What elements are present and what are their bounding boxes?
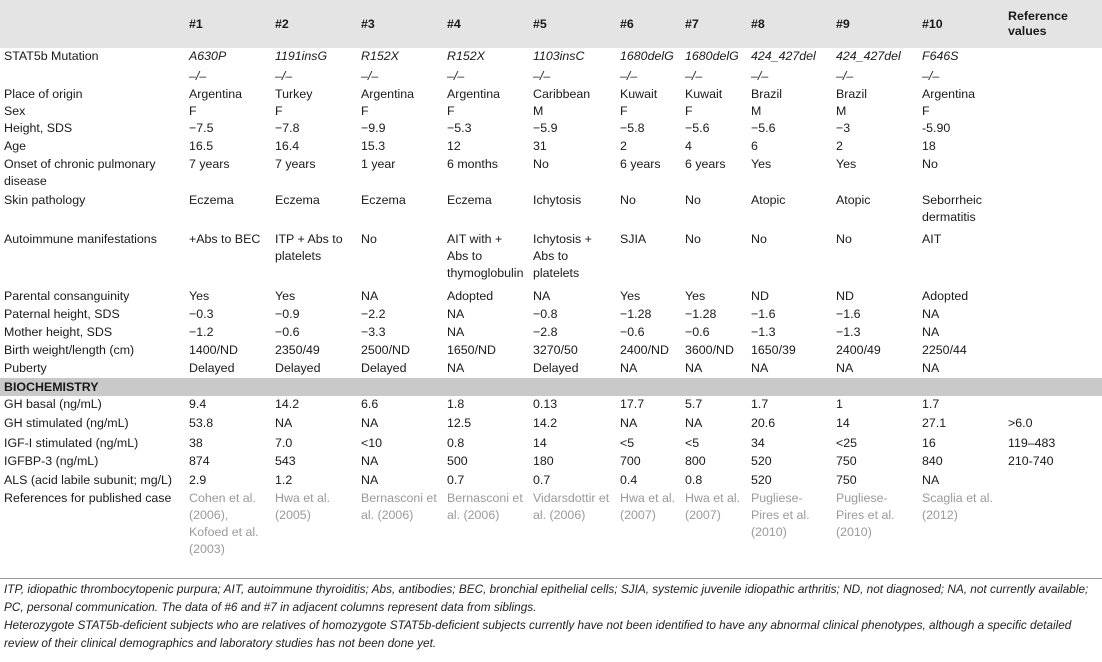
table-cell: 9.4	[189, 397, 207, 411]
table-cell: 6	[751, 139, 758, 153]
reference-cell	[1004, 68, 1102, 86]
row-label: Parental consanguinity	[4, 289, 130, 303]
table-row-origin	[0, 86, 1102, 103]
footnote-heterozygote: Heterozygote STAT5b-deficient subjects who are relatives of homozygote STAT5b-deficient subjects currently have not been identified to have any abnormal clinical phenotypes, although a specific detailed review of their clinical demographics and laboratory studies has not been done yet.	[4, 618, 1072, 650]
table-cell: F	[620, 104, 628, 118]
table-cell: −2.8	[533, 325, 558, 339]
header-patient-2: #2	[275, 16, 289, 31]
table-cell: Yes	[685, 289, 706, 303]
table-row-gh_stim	[0, 415, 1102, 435]
table-cell: Argentina	[361, 87, 415, 101]
table-cell: 16.5	[189, 139, 214, 153]
row-label: GH basal (ng/mL)	[4, 397, 102, 411]
table-cell: 1191insG	[275, 49, 328, 63]
table-cell: 0.7	[447, 473, 465, 487]
table-cell: −0.6	[685, 325, 710, 339]
reference-cell	[1004, 48, 1102, 68]
table-cell: +Abs to BEC	[189, 232, 261, 246]
table-cell: Atopic	[836, 193, 871, 207]
table-cell: Yes	[189, 289, 210, 303]
table-cell: −7.8	[275, 121, 300, 135]
table-cell: NA	[922, 325, 940, 339]
table-cell: Pugliese-Pires et al. (2010)	[836, 491, 895, 539]
table-cell: Adopted	[447, 289, 494, 303]
table-cell: 3600/ND	[685, 343, 734, 357]
table-cell: −1.28	[620, 307, 652, 321]
table-row-paternal	[0, 306, 1102, 324]
table-cell: −5.6	[685, 121, 710, 135]
table-cell: Argentina	[922, 87, 976, 101]
table-cell: F	[275, 104, 283, 118]
table-cell: 17.7	[620, 397, 645, 411]
table-cell: No	[620, 193, 636, 207]
row-label: GH stimulated (ng/mL)	[4, 416, 129, 430]
table-cell: 15.3	[361, 139, 386, 153]
table-cell: NA	[685, 361, 703, 375]
table-cell: 2500/ND	[361, 343, 410, 357]
table-row-pulmonary	[0, 156, 1102, 192]
table-cell: -5.90	[922, 121, 951, 135]
header-patient-8: #8	[751, 16, 765, 31]
table-cell: 4	[685, 139, 692, 153]
table-cell: –/–	[361, 69, 379, 83]
table-cell: 14	[533, 436, 547, 450]
row-label: Place of origin	[4, 87, 83, 101]
reference-cell: >6.0	[1008, 416, 1033, 430]
table-cell: <25	[836, 436, 858, 450]
table-cell: No	[922, 157, 938, 171]
table-cell: Eczema	[189, 193, 234, 207]
table-cell: −0.8	[533, 307, 558, 321]
table-cell: −1.3	[751, 325, 776, 339]
reference-cell	[1004, 192, 1102, 231]
table-cell: Ichytosis	[533, 193, 582, 207]
table-cell: 12.5	[447, 416, 472, 430]
table-cell: −5.3	[447, 121, 472, 135]
table-cell: <5	[620, 436, 635, 450]
reference-cell	[1004, 120, 1102, 138]
table-cell: No	[361, 232, 377, 246]
table-cell: NA	[447, 361, 465, 375]
table-cell: 2400/49	[836, 343, 881, 357]
table-cell: 7 years	[275, 157, 316, 171]
table-cell: –/–	[751, 69, 769, 83]
table-cell: 14.2	[533, 416, 558, 430]
table-cell: 1680delG	[620, 49, 674, 63]
table-cell: 20.6	[751, 416, 776, 430]
table-cell: ND	[836, 289, 854, 303]
table-cell: 6.6	[361, 397, 379, 411]
table-cell: 14	[836, 416, 850, 430]
table-row-height	[0, 120, 1102, 138]
table-cell: Eczema	[275, 193, 320, 207]
table-cell: −0.6	[620, 325, 645, 339]
table-cell: Bernasconi et al. (2006)	[361, 491, 437, 522]
table-cell: 1	[836, 397, 843, 411]
table-cell: F	[447, 104, 455, 118]
table-cell: 31	[533, 139, 547, 153]
table-cell: F	[922, 104, 930, 118]
table-cell: Adopted	[922, 289, 969, 303]
header-patient-9: #9	[836, 16, 850, 31]
table-cell: 2250/44	[922, 343, 967, 357]
table-cell: 874	[189, 454, 210, 468]
table-cell: 14.2	[275, 397, 300, 411]
table-cell: Vidarsdottir et al. (2006)	[533, 491, 610, 522]
table-cell: 3270/50	[533, 343, 578, 357]
table-cell: 1650/ND	[447, 343, 496, 357]
table-cell: 53.8	[189, 416, 214, 430]
table-cell: Delayed	[361, 361, 407, 375]
table-cell: Delayed	[533, 361, 579, 375]
header-blank	[0, 0, 185, 48]
table-cell: −1.6	[836, 307, 861, 321]
table-cell: M	[836, 104, 847, 118]
table-cell: −5.8	[620, 121, 645, 135]
table-cell: 2	[620, 139, 627, 153]
table-cell: 424_427del	[836, 49, 901, 63]
table-cell: ND	[751, 289, 769, 303]
row-label: Puberty	[4, 361, 47, 375]
table-cell: Pugliese-Pires et al. (2010)	[751, 491, 810, 539]
table-cell: Yes	[836, 157, 857, 171]
table-row-skin	[0, 192, 1102, 231]
reference-cell: 119–483	[1008, 436, 1056, 450]
table-cell: 34	[751, 436, 765, 450]
table-cell: 0.4	[620, 473, 638, 487]
table-cell: NA	[533, 289, 551, 303]
table-cell: 12	[447, 139, 461, 153]
header-patient-4: #4	[447, 16, 461, 31]
table-cell: −1.6	[751, 307, 776, 321]
table-cell: 1400/ND	[189, 343, 238, 357]
table-cell: NA	[361, 454, 379, 468]
table-row-als	[0, 472, 1102, 490]
table-cell: 2.9	[189, 473, 207, 487]
table-cell: Turkey	[275, 87, 313, 101]
table-cell: AIT with + Abs to thymoglobulin	[447, 232, 524, 280]
header-patient-10: #10	[922, 16, 943, 31]
table-cell: No	[685, 232, 701, 246]
table-cell: R152X	[447, 49, 485, 63]
row-label: Onset of chronic pulmonary disease	[4, 157, 156, 188]
table-cell: 180	[533, 454, 554, 468]
header-reference-values: Reference values	[1008, 9, 1068, 38]
table-cell: –/–	[685, 69, 703, 83]
table-cell: 6 years	[620, 157, 661, 171]
table-cell: 500	[447, 454, 468, 468]
table-cell: −5.6	[751, 121, 776, 135]
row-label: STAT5b Mutation	[4, 49, 99, 63]
table-cell: 750	[836, 473, 857, 487]
table-cell: SJIA	[620, 232, 647, 246]
table-cell: −0.9	[275, 307, 300, 321]
header-patient-5: #5	[533, 16, 547, 31]
table-cell: 5.7	[685, 397, 703, 411]
table-cell: 800	[685, 454, 706, 468]
row-label: Age	[4, 139, 27, 153]
table-cell: –/–	[533, 69, 551, 83]
table-cell: R152X	[361, 49, 399, 63]
table-cell: −1.28	[685, 307, 717, 321]
reference-cell	[1004, 288, 1102, 306]
row-label: Sex	[4, 104, 26, 118]
header-patient-6: #6	[620, 16, 634, 31]
table-cell: Yes	[275, 289, 296, 303]
table-cell: 18	[922, 139, 936, 153]
table-cell: Argentina	[189, 87, 243, 101]
table-cell: No	[685, 193, 701, 207]
table-cell: F	[189, 104, 197, 118]
table-cell: 6 months	[447, 157, 498, 171]
table-row-igfbp	[0, 453, 1102, 472]
reference-cell	[1004, 231, 1102, 288]
row-label: ALS (acid labile subunit; mg/L)	[4, 473, 173, 487]
table-cell: 2	[836, 139, 843, 153]
table-cell: F	[685, 104, 693, 118]
table-cell: –/–	[447, 69, 465, 83]
table-cell: Seborrheic dermatitis	[922, 193, 982, 224]
table-cell: Cohen et al. (2006), Kofoed et al. (2003)	[189, 491, 259, 556]
table-row-gh_basal	[0, 396, 1102, 415]
table-cell: NA	[275, 416, 293, 430]
table-cell: 2350/49	[275, 343, 320, 357]
section-label: BIOCHEMISTRY	[4, 380, 99, 394]
table-cell: 700	[620, 454, 641, 468]
table-cell: F646S	[922, 49, 959, 63]
table-cell: −3	[836, 121, 851, 135]
table-row-puberty	[0, 360, 1102, 378]
reference-cell	[1004, 360, 1102, 378]
table-row-mutation	[0, 48, 1102, 68]
table-row-age	[0, 138, 1102, 156]
table-cell: 0.7	[533, 473, 551, 487]
table-cell: No	[751, 232, 767, 246]
table-cell: Hwa et al. (2007)	[685, 491, 741, 522]
table-cell: Yes	[751, 157, 772, 171]
table-cell: <5	[685, 436, 700, 450]
table-cell: 1103insC	[533, 49, 585, 63]
table-cell: Scaglia et al. (2012)	[922, 491, 993, 522]
table-cell: 543	[275, 454, 296, 468]
row-label: Birth weight/length (cm)	[4, 343, 135, 357]
table-cell: 16	[922, 436, 936, 450]
table-cell: NA	[751, 361, 769, 375]
row-label: Mother height, SDS	[4, 325, 113, 339]
table-cell: NA	[685, 416, 703, 430]
table-cell: −3.3	[361, 325, 386, 339]
table-cell: M	[533, 104, 544, 118]
table-cell: 0.8	[447, 436, 465, 450]
table-cell: −1.3	[836, 325, 861, 339]
table-cell: 6 years	[685, 157, 726, 171]
table-cell: NA	[447, 325, 465, 339]
row-label: IGF-I stimulated (ng/mL)	[4, 436, 139, 450]
reference-cell	[1004, 472, 1102, 490]
table-cell: –/–	[275, 69, 293, 83]
table-cell: Kuwait	[685, 87, 723, 101]
table-row-autoimmune	[0, 231, 1102, 288]
table-cell: 1650/39	[751, 343, 796, 357]
table-cell: Delayed	[275, 361, 321, 375]
table-row-birth	[0, 342, 1102, 360]
table-cell: 27.1	[922, 416, 947, 430]
table-cell: NA	[447, 307, 465, 321]
reference-cell	[1004, 490, 1102, 558]
table-cell: Bernasconi et al. (2006)	[447, 491, 523, 522]
table-cell: 520	[751, 473, 772, 487]
table-cell: −7.5	[189, 121, 214, 135]
table-row-mother	[0, 324, 1102, 342]
header-patient-3: #3	[361, 16, 375, 31]
reference-cell	[1004, 156, 1102, 192]
reference-cell	[1004, 342, 1102, 360]
table-cell: –/–	[620, 69, 638, 83]
table-cell: Yes	[620, 289, 641, 303]
row-label: Paternal height, SDS	[4, 307, 120, 321]
footnotes	[4, 580, 1098, 652]
table-cell: Ichytosis + Abs to platelets	[533, 232, 592, 280]
reference-cell	[1004, 86, 1102, 103]
table-cell: 7 years	[189, 157, 230, 171]
table-cell: NA	[922, 307, 940, 321]
table-cell: Hwa et al. (2007)	[620, 491, 676, 522]
table-cell: Brazil	[836, 87, 867, 101]
table-cell: 2400/ND	[620, 343, 669, 357]
section-row-biochemistry	[0, 378, 1102, 396]
table-cell: Eczema	[361, 193, 406, 207]
table-cell: 1.7	[922, 397, 940, 411]
table-cell: 0.13	[533, 397, 558, 411]
footnote-abbreviations: ITP, idiopathic thrombocytopenic purpura; AIT, autoimmune thyroiditis; Abs, antibodies; BEC, bronchial epithelial cells; SJIA, systemic juvenile idiopathic arthritis; ND, not diagnosed; NA, not currently available; PC, personal communication. The data of #6 and #7 in adjacent columns represent data from siblings.	[4, 582, 1089, 614]
table-cell: 1.2	[275, 473, 293, 487]
table-cell: −2.2	[361, 307, 386, 321]
row-label: References for published case	[4, 491, 172, 505]
table-row-consanguinity	[0, 288, 1102, 306]
table-cell: Atopic	[751, 193, 786, 207]
reference-cell	[1004, 396, 1102, 415]
table-cell: 1.8	[447, 397, 465, 411]
table-cell: −0.6	[275, 325, 300, 339]
table-cell: 840	[922, 454, 943, 468]
header-patient-7: #7	[685, 16, 699, 31]
table-cell: ITP + Abs to platelets	[275, 232, 343, 263]
table-cell: No	[836, 232, 852, 246]
table-cell: Delayed	[189, 361, 235, 375]
table-cell: –/–	[189, 69, 207, 83]
table-cell: AIT	[922, 232, 942, 246]
row-label: Height, SDS	[4, 121, 73, 135]
table-cell: 1 year	[361, 157, 396, 171]
row-label	[0, 68, 185, 86]
table-cell: Brazil	[751, 87, 782, 101]
table-cell: NA	[836, 361, 854, 375]
table-row-sex	[0, 103, 1102, 120]
table-cell: −9.9	[361, 121, 386, 135]
table-cell: <10	[361, 436, 383, 450]
bottom-rule	[0, 578, 1102, 579]
table-cell: NA	[620, 361, 638, 375]
table-row-igf	[0, 435, 1102, 453]
reference-cell	[1004, 138, 1102, 156]
table-row-genotype	[0, 68, 1102, 86]
table-cell: 0.8	[685, 473, 703, 487]
table-cell: −5.9	[533, 121, 558, 135]
table-cell: Kuwait	[620, 87, 658, 101]
reference-cell	[1004, 306, 1102, 324]
table-cell: –/–	[836, 69, 854, 83]
reference-cell: 210-740	[1008, 454, 1054, 468]
table-cell: –/–	[922, 69, 940, 83]
table-cell: 7.0	[275, 436, 293, 450]
table-cell: Caribbean	[533, 87, 591, 101]
table-cell: Eczema	[447, 193, 492, 207]
table-cell: A630P	[189, 49, 227, 63]
table-cell: NA	[922, 473, 940, 487]
table-cell: NA	[361, 473, 379, 487]
table-cell: M	[751, 104, 762, 118]
header-patient-1: #1	[189, 16, 203, 31]
table-cell: 38	[189, 436, 203, 450]
table-cell: 750	[836, 454, 857, 468]
table-cell: 1.7	[751, 397, 769, 411]
reference-cell	[1004, 324, 1102, 342]
row-label: Skin pathology	[4, 193, 86, 207]
table-cell: F	[361, 104, 369, 118]
table-cell: NA	[361, 289, 379, 303]
reference-cell	[1004, 103, 1102, 120]
table-cell: −0.3	[189, 307, 214, 321]
row-label: Autoimmune manifestations	[4, 232, 157, 246]
table-cell: No	[533, 157, 549, 171]
table-cell: NA	[361, 416, 379, 430]
table-cell: NA	[620, 416, 638, 430]
table-cell: 1680delG	[685, 49, 739, 63]
table-row-refs	[0, 490, 1102, 558]
table-cell: 424_427del	[751, 49, 816, 63]
table-cell: Argentina	[447, 87, 501, 101]
table-cell: 520	[751, 454, 772, 468]
table-cell: −1.2	[189, 325, 214, 339]
table-cell: Hwa et al. (2005)	[275, 491, 331, 522]
table-cell: 16.4	[275, 139, 300, 153]
header-row	[0, 0, 1102, 48]
row-label: IGFBP-3 (ng/mL)	[4, 454, 99, 468]
table-cell: NA	[922, 361, 940, 375]
